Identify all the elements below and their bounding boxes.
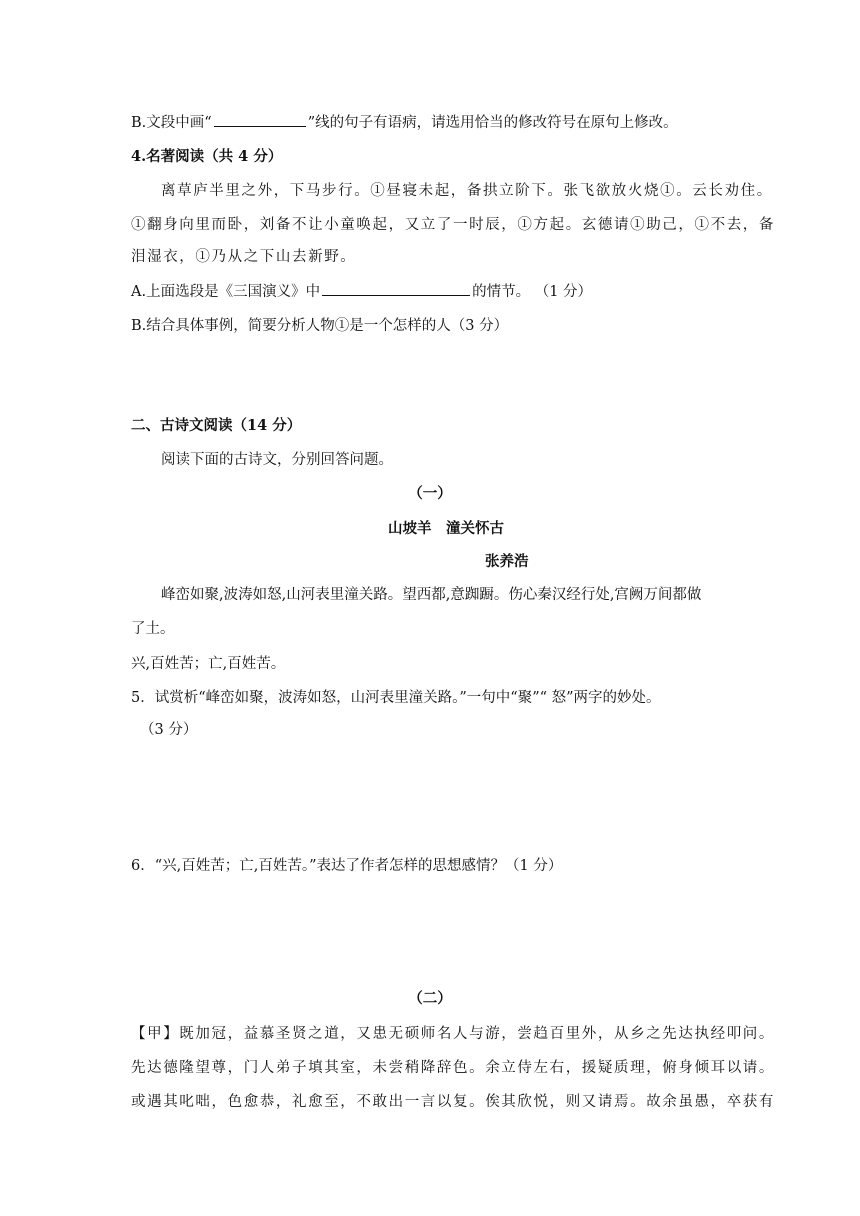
q3b-prefix: B.文段中画“ [131,115,212,131]
poem-line-2: 了土。 [131,621,175,637]
q4a-prefix: A.上面选段是《三国演义》中 [131,284,321,300]
q4a-suffix: 的情节。 （1 分） [472,284,593,300]
section2-heading: 二、古诗文阅读（14 分） [131,417,302,434]
poem-title: 山坡羊 潼关怀古 [388,520,504,537]
poem-line-3: 兴,百姓苦；亡,百姓苦。 [131,656,286,672]
q4-heading: 4.名著阅读（共 4 分） [131,148,283,165]
poem-author: 张养浩 [485,553,529,570]
q4b-line: B.结合具体事例，简要分析人物①是一个怎样的人（3 分） [131,318,509,334]
part2-label: （二） [408,990,452,1007]
q4-passage-line-1: 离草庐半里之外，下马步行。①昼寝未起，备拱立阶下。张飞欲放火烧①。云长劝住。 [161,183,773,199]
passage2-line-1: 【甲】既加冠，益慕圣贤之道，又患无硕师名人与游，尝趋百里外，从乡之先达执经叩问。 [131,1026,775,1042]
q6-line: 6．“兴,百姓苦；亡,百姓苦。”表达了作者怎样的思想感情？（1 分） [131,858,563,874]
part1-label: （一） [408,485,452,502]
q5-line-2: （3 分） [140,722,198,738]
q5-line-1: 5．试赏析“峰峦如聚，波涛如怒，山河表里潼关路。”一句中“聚”“ 怒”两字的妙处。 [131,690,661,706]
section2-intro: 阅读下面的古诗文，分别回答问题。 [161,452,393,468]
q3b-blank [214,112,306,127]
q3b-suffix: ”线的句子有语病，请选用恰当的修改符号在原句上修改。 [307,115,678,131]
poem-line-1: 峰峦如聚,波涛如怒,山河表里潼关路。望西都,意踟蹰。伤心秦汉经行处,宫阙万间都做 [161,587,702,603]
q4-passage-line-2: ①翻身向里而卧，刘备不让小童唤起，又立了一时辰，①方起。玄德请①助己，①不去，备 [131,217,775,233]
passage2-line-3: 或遇其叱咄，色愈恭，礼愈至，不敢出一言以复。俟其欣悦，则又请焉。故余虽愚，卒获有 [131,1094,775,1110]
q4a-blank [322,281,470,296]
q3b-line [131,112,678,133]
q4a-line [131,281,592,302]
passage2-line-2: 先达德隆望尊，门人弟子填其室，未尝稍降辞色。余立侍左右，援疑质理，俯身倾耳以请。 [131,1060,775,1076]
q4-passage-line-3: 泪湿衣，①乃从之下山去新野。 [131,249,357,265]
